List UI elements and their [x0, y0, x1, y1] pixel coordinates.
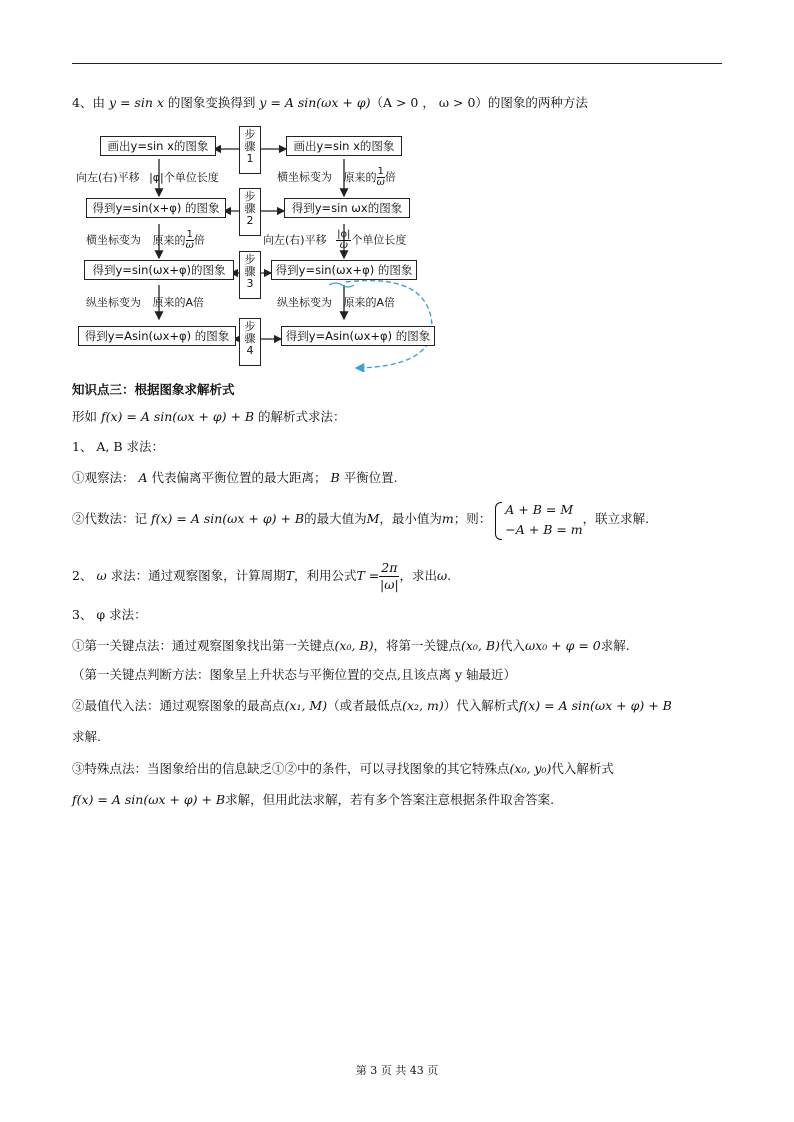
p2-c: ，利用公式: [293, 568, 357, 583]
left-label-3: [86, 294, 204, 310]
p3-first-key: [72, 636, 630, 656]
section3-title: 知识点三：根据图象求解析式: [72, 382, 235, 397]
p3-note: （第一关键点判断方法：图象呈上升状态与平衡位置的交点,且该点离 y 轴最近）: [72, 667, 516, 682]
p2-T: T: [285, 568, 294, 583]
left-label-1b: |φ|个单位长度: [149, 171, 219, 184]
left-label-2-frac: [186, 230, 194, 251]
right-label-3b: 原来的A倍: [343, 296, 396, 309]
p3-1eq: ωx₀ + φ = 0: [524, 638, 601, 653]
left-box-2: 得到y=sin(x+φ) 的图象: [86, 198, 226, 218]
alg-a: ②代数法：记: [72, 511, 151, 526]
p3-2a: ②最值代入法：通过观察图象的最高点: [72, 698, 285, 713]
step-4: [239, 318, 261, 366]
item4-eq2: y = A sin(ωx + φ): [259, 95, 371, 110]
intro-b: 的解析式求法：: [254, 409, 346, 424]
right-box-3: 得到y=sin(ωx+φ) 的图象: [271, 260, 417, 280]
frac-den: ω: [339, 240, 348, 251]
right-box-4: 得到y=Asin(ωx+φ) 的图象: [281, 326, 435, 346]
p3-2c: ）代入解析式: [443, 698, 519, 713]
item4-suffix: 的图象的两种方法: [487, 95, 588, 110]
item4-line: [72, 93, 588, 113]
step-3-num: 3: [246, 277, 254, 290]
p1-head: 1、 A, B 求法：: [72, 439, 165, 454]
alg-c: ，最小值为: [379, 511, 442, 526]
p3-extremum: [72, 696, 672, 716]
item4-eq1: y = sin x: [108, 95, 164, 110]
p3-3a: ③特殊点法：当图象给出的信息缺乏①②中的条件，可以寻找图象的其它特殊点: [72, 761, 510, 776]
left-label-2a: 横坐标变为: [86, 233, 141, 247]
obs-c: 平衡位置.: [339, 470, 398, 485]
p3-head: 3、 φ 求法：: [72, 607, 147, 622]
page-footer: 第 3 页 共 43 页: [355, 1064, 439, 1077]
alg-M: M: [366, 511, 380, 526]
step-1: [239, 126, 261, 174]
alg-eq: f(x) = A sin(ωx + φ) + B: [150, 511, 305, 526]
step-4-char-b: 骤: [244, 332, 256, 345]
p3-2pt1: (x₁, M): [284, 698, 328, 713]
right-label-1c: 倍: [384, 170, 396, 184]
left-label-2b: 原来的: [152, 233, 186, 247]
obs-B: B: [330, 470, 340, 485]
left-label-2c: 倍: [193, 233, 205, 247]
item4-mid: 的图象变换得到: [163, 95, 260, 110]
right-label-1b: 原来的: [343, 170, 377, 184]
right-box-2: 得到y=sin ωx的图象: [284, 198, 410, 218]
step-3-char-a: 步: [244, 253, 256, 266]
p3-1c: 代入: [499, 638, 525, 653]
p2-d: ，求出: [399, 568, 437, 583]
right-label-2a: 向左(右)平移: [263, 233, 327, 247]
step-1-num: 1: [246, 152, 254, 165]
p3-1b: ，将第一关键点: [373, 638, 461, 653]
p3-3c: 求解，但用此法求解，若有多个答案注意根据条件取舍答案.: [225, 792, 555, 807]
right-label-1-frac: [377, 167, 385, 188]
obs-b: 代表偏离平衡位置的最大距离；: [147, 470, 331, 485]
frac-num: 1: [377, 166, 384, 177]
section3-intro: [72, 407, 346, 427]
right-label-1: [277, 167, 396, 188]
p3-1d: 求解.: [600, 638, 630, 653]
left-box-3: 得到y=sin(ωx+φ)的图象: [84, 260, 234, 280]
right-label-1a: 横坐标变为: [277, 170, 332, 184]
header-rule: [72, 63, 722, 64]
right-label-2b: 个单位长度: [351, 233, 407, 247]
alg-b: 的最大值为: [304, 511, 367, 526]
p3-2pt2: (x₂, m): [402, 698, 444, 713]
right-label-2-frac: [336, 230, 351, 251]
step-3: [239, 251, 261, 299]
p3-2b: （或者最低点: [327, 698, 403, 713]
obs-A: A: [138, 470, 148, 485]
p2-omega: ω: [96, 568, 107, 583]
p2-b: 求法：通过观察图象，计算周期: [106, 568, 286, 583]
step-3-char-b: 骤: [244, 265, 256, 278]
alg-d: ；则：: [453, 511, 492, 526]
p2-line: [72, 556, 451, 596]
p3-1a: ①第一关键点法：通过观察图象找出第一关键点: [72, 638, 335, 653]
p1-algebraic: [72, 497, 649, 541]
sys-eq-2: −A + B = m: [505, 521, 583, 537]
period-den: |ω|: [380, 577, 399, 592]
left-label-1: [76, 169, 219, 185]
transform-flowchart: [74, 122, 444, 372]
left-box-1: 画出y=sin x的图象: [100, 136, 216, 156]
obs-a: ①观察法：: [72, 470, 139, 485]
sys-eq-1: A + B = M: [505, 501, 574, 517]
step-2-num: 2: [246, 214, 254, 227]
item4-prefix: 4、由: [72, 95, 109, 110]
left-label-3a: 纵坐标变为: [86, 296, 141, 309]
p2-a: 2、: [72, 568, 97, 583]
step-4-num: 4: [246, 344, 254, 357]
period-fraction: [379, 560, 399, 593]
step-1-char-b: 骤: [244, 140, 256, 153]
p3-3pt: (x₀, y₀): [509, 761, 552, 776]
p3-1pt: (x₀, B): [334, 638, 374, 653]
p2-omega-2: ω: [436, 568, 448, 583]
p3-2eq: f(x) = A sin(ωx + φ) + B: [518, 698, 672, 713]
intro-eq: f(x) = A sin(ωx + φ) + B: [100, 409, 255, 424]
left-box-4: 得到y=Asin(ωx+φ) 的图象: [78, 326, 236, 346]
right-box-1: 画出y=sin x的图象: [286, 136, 402, 156]
brace: [495, 502, 502, 540]
frac-num: |φ|: [337, 229, 351, 240]
equation-system: [495, 500, 582, 540]
frac-num: 1: [186, 229, 193, 240]
p3-3b: 代入解析式: [551, 761, 614, 776]
p3-extremum-end: 求解.: [72, 729, 101, 744]
left-label-3b: 原来的A倍: [152, 296, 205, 309]
p3-3eq: f(x) = A sin(ωx + φ) + B: [72, 792, 226, 807]
p1-observation: [72, 468, 398, 488]
left-label-2: [86, 230, 205, 251]
right-label-2: [263, 230, 406, 251]
step-4-char-a: 步: [244, 320, 256, 333]
left-label-1a: 向左(右)平移: [76, 171, 140, 184]
step-1-char-a: 步: [244, 128, 256, 141]
p3-1pt-2: (x₀, B): [460, 638, 500, 653]
intro-a: 形如: [72, 409, 101, 424]
alg-e: ，联立求解.: [582, 511, 650, 526]
p2-e: .: [447, 568, 452, 583]
alg-m: m: [441, 511, 454, 526]
p2-eqT: T =: [356, 568, 380, 583]
right-label-3: [277, 294, 395, 310]
right-label-3a: 纵坐标变为: [277, 296, 332, 309]
step-2-char-b: 骤: [244, 202, 256, 215]
p3-special-end: [72, 790, 554, 810]
step-2: [239, 188, 261, 236]
step-2-char-a: 步: [244, 190, 256, 203]
item4-cond: （A > 0 ， ω > 0）: [370, 95, 488, 110]
period-num: 2π: [381, 560, 398, 575]
p3-special: [72, 759, 614, 779]
frac-den: ω: [185, 240, 194, 251]
frac-den: ω: [376, 177, 385, 188]
